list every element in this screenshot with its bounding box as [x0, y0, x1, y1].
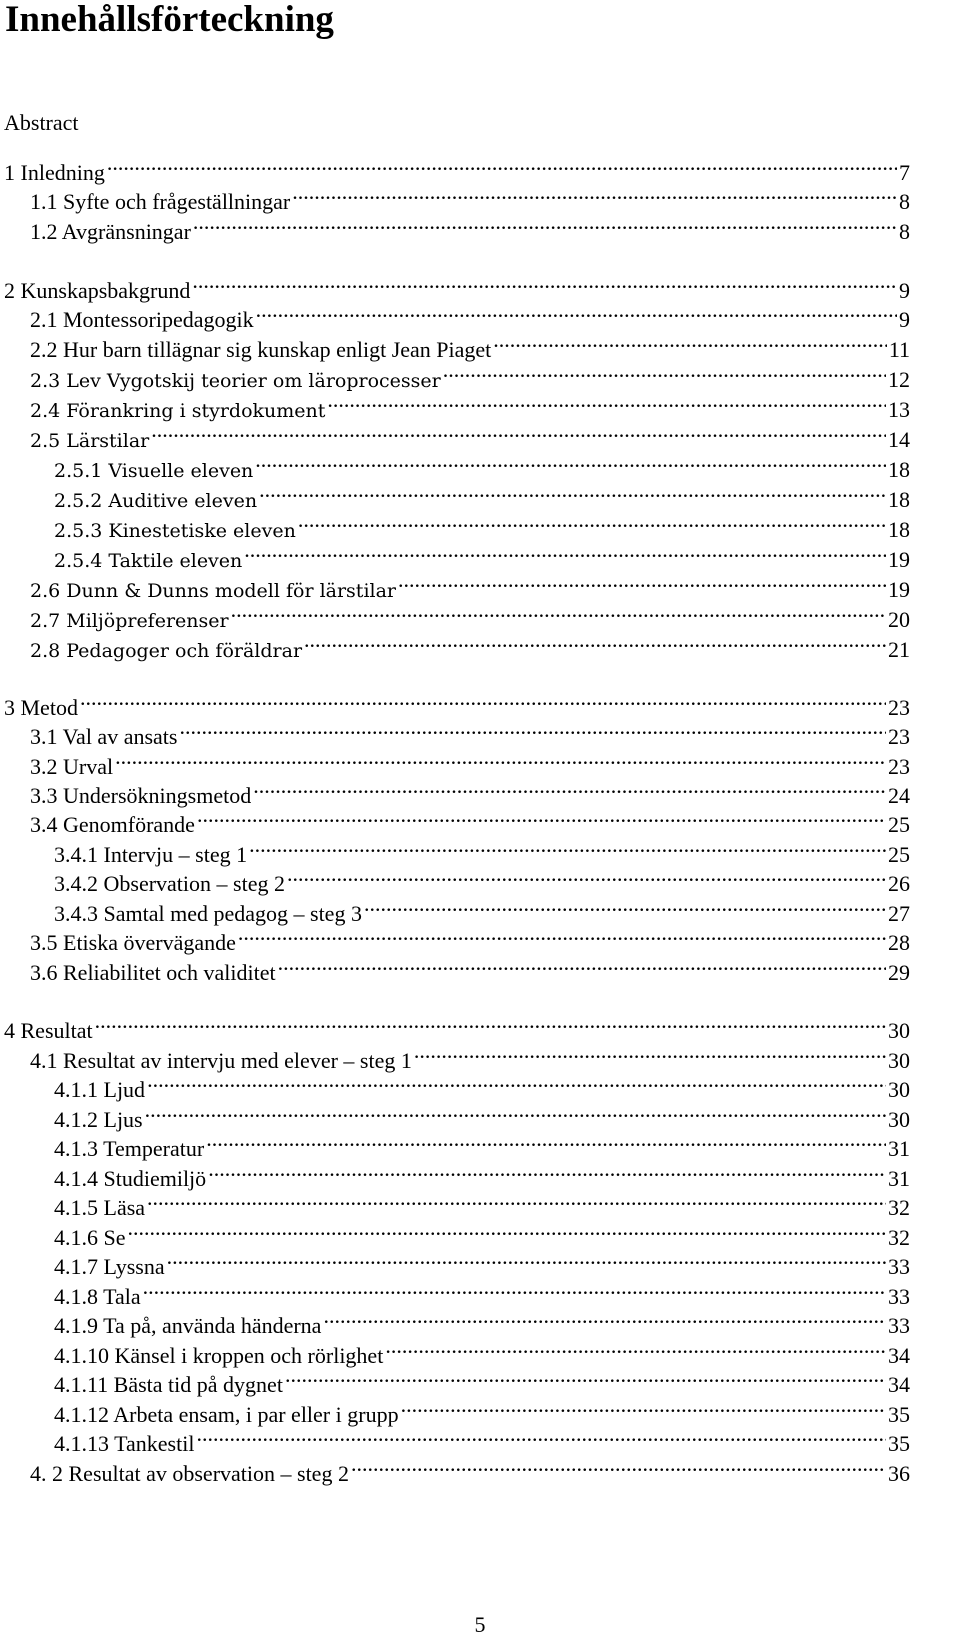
- toc-entry-page-number: 35: [888, 1402, 910, 1427]
- toc-entry-label: 3.4.3 Samtal med pedagog – steg 3: [54, 901, 362, 926]
- toc-entry-page-number: 12: [888, 367, 910, 392]
- toc-entry-label: 2.3 Lev Vygotskij teorier om läroprocesser: [30, 370, 441, 392]
- toc-entry-label: 3.4.1 Intervju – steg 1: [54, 842, 248, 867]
- toc-entry-page-number: 33: [888, 1284, 910, 1309]
- dot-leader: [259, 477, 886, 507]
- toc-entry-page-number: 33: [888, 1254, 910, 1279]
- dot-leader: [145, 1097, 886, 1127]
- toc-entry-label: 4 Resultat: [4, 1018, 93, 1043]
- dot-leader: [193, 209, 897, 239]
- toc-entry-page-number: 23: [888, 695, 910, 720]
- page-number: 5: [474, 1612, 486, 1637]
- toc-entry-label: 3.4 Genomförande: [30, 812, 195, 837]
- dot-leader: [80, 685, 886, 715]
- dot-leader: [95, 1008, 886, 1038]
- toc-entry-page-number: 30: [888, 1018, 910, 1043]
- toc-entry[interactable]: [30, 773, 910, 808]
- toc-entry[interactable]: [54, 1185, 910, 1220]
- dot-leader: [192, 268, 897, 298]
- dot-leader: [323, 1303, 886, 1333]
- page-title: Innehållsförteckning: [5, 0, 334, 40]
- toc-entry-label: 4.1.10 Känsel i kroppen och rörlighet: [54, 1343, 384, 1368]
- toc-entry[interactable]: [54, 832, 910, 867]
- dot-leader: [493, 327, 887, 357]
- dot-leader: [364, 891, 886, 921]
- dot-leader: [255, 447, 886, 477]
- toc-entry[interactable]: [4, 268, 910, 303]
- toc-entry[interactable]: [54, 1333, 910, 1368]
- toc-entry[interactable]: [54, 1362, 910, 1397]
- toc-entry-label: 2.5.2 Auditive eleven: [54, 490, 258, 512]
- toc-entry-page-number: 19: [888, 577, 910, 602]
- toc-entry[interactable]: [30, 802, 910, 837]
- toc-entry[interactable]: [30, 627, 910, 662]
- toc-entry-label: 2.8 Pedagoger och föräldrar: [30, 640, 303, 662]
- toc-entry[interactable]: [30, 209, 910, 244]
- dot-leader: [115, 744, 886, 774]
- toc-entry[interactable]: [30, 567, 910, 602]
- dot-leader: [128, 1215, 887, 1245]
- dot-leader: [287, 861, 886, 891]
- toc-entry-label: 3.1 Val av ansats: [30, 724, 178, 749]
- dot-leader: [107, 150, 897, 180]
- toc-entry-page-number: 13: [888, 397, 910, 422]
- toc-entry-label: Abstract: [4, 110, 79, 135]
- toc-entry-label: 2.4 Förankring i styrdokument: [30, 400, 326, 422]
- dot-leader: [253, 773, 886, 803]
- toc-entry[interactable]: [54, 1126, 910, 1161]
- toc-entry-page-number: 31: [888, 1136, 910, 1161]
- toc-entry-page-number: 23: [888, 724, 910, 749]
- toc-entry-label: 3.6 Reliabilitet och validitet: [30, 960, 276, 985]
- toc-entry-label: 2.5.3 Kinestetiske eleven: [54, 520, 296, 542]
- toc-entry-page-number: 11: [888, 337, 910, 362]
- toc-entry-label: 4.1.5 Läsa: [54, 1195, 146, 1220]
- toc-entry-page-number: 35: [888, 1431, 910, 1456]
- toc-entry-label: 4.1.3 Temperatur: [54, 1136, 205, 1161]
- toc-entry-label: 4.1.7 Lyssna: [54, 1254, 165, 1279]
- toc-entry-page-number: 18: [888, 457, 910, 482]
- toc-entry-label: 4.1.9 Ta på, använda händerna: [54, 1313, 322, 1338]
- dot-leader: [143, 1274, 886, 1304]
- toc-entry-label: 3.5 Etiska övervägande: [30, 930, 236, 955]
- dot-leader: [167, 1244, 886, 1274]
- toc-entry-page-number: 25: [888, 812, 910, 837]
- toc-entry-page-number: 14: [888, 427, 910, 452]
- toc-entry[interactable]: [4, 150, 910, 185]
- toc-entry-label: 4.1.6 Se: [54, 1225, 126, 1250]
- toc-entry[interactable]: [4, 1008, 910, 1043]
- dot-leader: [244, 537, 886, 567]
- toc-entry-page-number: 7: [899, 160, 910, 185]
- toc-entry[interactable]: [54, 1156, 910, 1191]
- toc-entry[interactable]: [30, 1038, 910, 1073]
- dot-leader: [327, 387, 886, 417]
- dot-leader: [304, 627, 886, 657]
- toc-entry-page-number: 34: [888, 1343, 910, 1368]
- toc-entry-label: 4.1.1 Ljud: [54, 1077, 146, 1102]
- toc-entry[interactable]: [4, 108, 79, 138]
- toc-entry-page-number: 34: [888, 1372, 910, 1397]
- toc-entry-page-number: 29: [888, 960, 910, 985]
- toc-entry-page-number: 8: [899, 219, 910, 244]
- dot-leader: [278, 950, 886, 980]
- dot-leader: [238, 920, 886, 950]
- toc-entry[interactable]: [54, 861, 910, 896]
- toc-entry-page-number: 9: [899, 278, 910, 303]
- dot-leader: [231, 597, 886, 627]
- toc-entry-page-number: 18: [888, 517, 910, 542]
- toc-entry[interactable]: [54, 1274, 910, 1309]
- dot-leader: [285, 1362, 886, 1392]
- toc-entry-label: 4.1 Resultat av intervju med elever – steg 1: [30, 1048, 412, 1073]
- dot-leader: [401, 1392, 886, 1422]
- toc-entry-page-number: 8: [899, 189, 910, 214]
- toc-entry-page-number: 36: [888, 1461, 910, 1486]
- dot-leader: [196, 1421, 886, 1451]
- toc-entry[interactable]: [30, 597, 910, 632]
- toc-entry-label: 2.5 Lärstilar: [30, 430, 150, 452]
- toc-entry-page-number: 31: [888, 1166, 910, 1191]
- toc-entry-label: 2.7 Miljöpreferenser: [30, 610, 229, 632]
- toc-entry[interactable]: [30, 357, 910, 392]
- toc-entry[interactable]: [54, 1215, 910, 1250]
- dot-leader: [179, 714, 886, 744]
- toc-entry-page-number: 26: [888, 871, 910, 896]
- toc-entry[interactable]: [30, 950, 910, 985]
- toc-entry[interactable]: [54, 1067, 910, 1102]
- toc-entry-label: 3.2 Urval: [30, 754, 114, 779]
- toc-entry-label: 3 Metod: [4, 695, 78, 720]
- dot-leader: [206, 1126, 886, 1156]
- toc-entry[interactable]: [30, 387, 910, 422]
- dot-leader: [151, 417, 886, 447]
- toc-entry[interactable]: [30, 417, 910, 452]
- dot-leader: [249, 832, 886, 862]
- toc-entry[interactable]: [54, 1244, 910, 1279]
- toc-entry-label: 4.1.12 Arbeta ensam, i par eller i grupp: [54, 1402, 399, 1427]
- toc-entry-label: 2.2 Hur barn tillägnar sig kunskap enligt Jean Piaget: [30, 337, 492, 362]
- toc-entry-label: 2.5.1 Visuelle eleven: [54, 460, 254, 482]
- toc-entry[interactable]: [30, 920, 910, 955]
- toc-entry-page-number: 25: [888, 842, 910, 867]
- toc-entry-page-number: 23: [888, 754, 910, 779]
- toc-entry-label: 3.3 Undersökningsmetod: [30, 783, 252, 808]
- toc-entry-label: 2.6 Dunn & Dunns modell för lärstilar: [30, 580, 397, 602]
- toc-entry[interactable]: [30, 327, 910, 362]
- dot-leader: [256, 297, 897, 327]
- toc-entry-page-number: 18: [888, 487, 910, 512]
- toc-entry-label: 1.1 Syfte och frågeställningar: [30, 189, 291, 214]
- toc-entry-label: 3.4.2 Observation – steg 2: [54, 871, 285, 896]
- toc-entry[interactable]: [30, 1451, 910, 1486]
- toc-entry-page-number: 28: [888, 930, 910, 955]
- toc-entry-label: 2 Kunskapsbakgrund: [4, 278, 191, 303]
- toc-entry[interactable]: [54, 537, 910, 572]
- toc-entry-page-number: 30: [888, 1077, 910, 1102]
- toc-entry[interactable]: [54, 1392, 910, 1427]
- toc-entry-page-number: 33: [888, 1313, 910, 1338]
- toc-entry[interactable]: [30, 179, 910, 214]
- toc-entry-page-number: 21: [888, 637, 910, 662]
- toc-entry-label: 4.1.8 Tala: [54, 1284, 141, 1309]
- toc-entry-page-number: 20: [888, 607, 910, 632]
- toc-entry-page-number: 32: [888, 1225, 910, 1250]
- toc-entry[interactable]: [54, 1421, 910, 1456]
- dot-leader: [147, 1067, 886, 1097]
- dot-leader: [443, 357, 886, 387]
- toc-entry-label: 4.1.2 Ljus: [54, 1107, 143, 1132]
- toc-entry-label: 2.1 Montessoripedagogik: [30, 307, 254, 332]
- toc-entry[interactable]: [54, 477, 910, 512]
- toc-entry-label: 1 Inledning: [4, 160, 105, 185]
- toc-entry-label: 4. 2 Resultat av observation – steg 2: [30, 1461, 349, 1486]
- toc-entry[interactable]: [30, 744, 910, 779]
- dot-leader: [197, 802, 886, 832]
- dot-leader: [414, 1038, 886, 1068]
- toc-entry-page-number: 30: [888, 1107, 910, 1132]
- toc-entry[interactable]: [30, 297, 910, 332]
- toc-entry[interactable]: [54, 507, 910, 542]
- toc-entry-label: 4.1.11 Bästa tid på dygnet: [54, 1372, 283, 1397]
- dot-leader: [351, 1451, 886, 1481]
- toc-entry[interactable]: [54, 1097, 910, 1132]
- toc-entry-label: 4.1.4 Studiemiljö: [54, 1166, 207, 1191]
- dot-leader: [208, 1156, 886, 1186]
- toc-entry[interactable]: [30, 714, 910, 749]
- toc-entry-page-number: 24: [888, 783, 910, 808]
- toc-entry-page-number: 19: [888, 547, 910, 572]
- toc-entry-page-number: 32: [888, 1195, 910, 1220]
- toc-entry[interactable]: [54, 1303, 910, 1338]
- dot-leader: [292, 179, 897, 209]
- toc-entry-label: 1.2 Avgränsningar: [30, 219, 191, 244]
- dot-leader: [385, 1333, 886, 1363]
- toc-entry-label: 2.5.4 Taktile eleven: [54, 550, 243, 572]
- toc-entry-page-number: 27: [888, 901, 910, 926]
- toc-entry-page-number: 30: [888, 1048, 910, 1073]
- dot-leader: [298, 507, 886, 537]
- toc-entry[interactable]: [54, 447, 910, 482]
- dot-leader: [147, 1185, 886, 1215]
- toc-entry-label: 4.1.13 Tankestil: [54, 1431, 195, 1456]
- dot-leader: [398, 567, 886, 597]
- toc-entry[interactable]: [4, 685, 910, 720]
- toc-entry-page-number: 9: [899, 307, 910, 332]
- toc-entry[interactable]: [54, 891, 910, 926]
